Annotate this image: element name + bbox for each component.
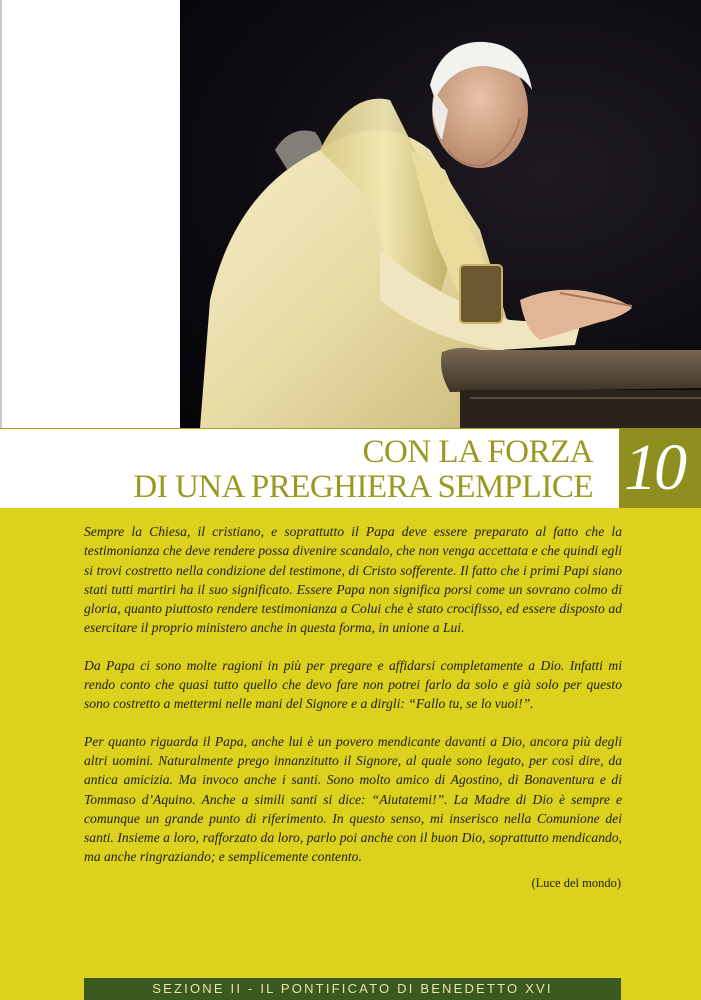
source-citation: (Luce del mondo): [531, 876, 621, 890]
body-text: [84, 522, 622, 885]
photo-praying-pope: [180, 0, 701, 428]
page-title: [133, 435, 593, 505]
paragraph-1: Sempre la Chiesa, il cristiano, e soprattutto il Papa deve essere preparato al fatto che la testimonianza che deve rendere possa divenire scandalo, che non venga accettata e che quindi egli si trovi costretto nella condizione del testimone, di Cristo sofferente. Il fatto che i primi Papi siano stati tutti martiri ha il suo significato. Essere Papa non significa porsi come un sovrano colmo di gloria, quanto piuttosto rendere testimonianza a Colui che è stato crocifisso, ed essere disposto ad esercitare il proprio ministero anche in questa forma, in unione a Lui.: [84, 524, 622, 636]
photo-illustration: [180, 0, 701, 428]
left-margin-strip: [0, 0, 180, 428]
paragraph-2: Da Papa ci sono molte ragioni in più per pregare e affidarsi completamente a Dio. Infatti mi rendo conto che quasi tutto quello che devo fare non potrei farlo da solo e già solo per questo sono costretto a mettermi nelle mani del Signore e a dirgli: “Fallo tu, se lo vuoi!”.: [84, 657, 622, 712]
section-footer: SEZIONE II - IL PONTIFICATO DI BENEDETTO XVI: [84, 978, 621, 1000]
chapter-number: 10: [624, 431, 684, 504]
title-line-2: DI UNA PREGHIERA SEMPLICE: [133, 469, 593, 505]
title-band: [0, 428, 701, 509]
title-line-1: CON LA FORZA: [362, 434, 593, 470]
paragraph-3: Per quanto riguarda il Papa, anche lui è un povero mendicante davanti a Dio, ancora più degli altri uomini. Naturalmente prego innanzitutto il Signore, al quale sono legato, per così dire, da antica amicizia. Ma invoco anche i santi. Sono molto amico di Agostino, di Bonaventura e di Tommaso d’Aquino. Anche a simili santi si dice: “Aiutatemi!”. La Madre di Dio è sempre e comunque un grande punto di riferimento. In questo senso, mi inserisco nella Comunione dei santi. Insieme a loro, rafforzato da loro, parlo poi anche con il buon Dio, soprattutto mendicando, ma anche ringraziando; e semplicemente contento.: [84, 733, 622, 865]
